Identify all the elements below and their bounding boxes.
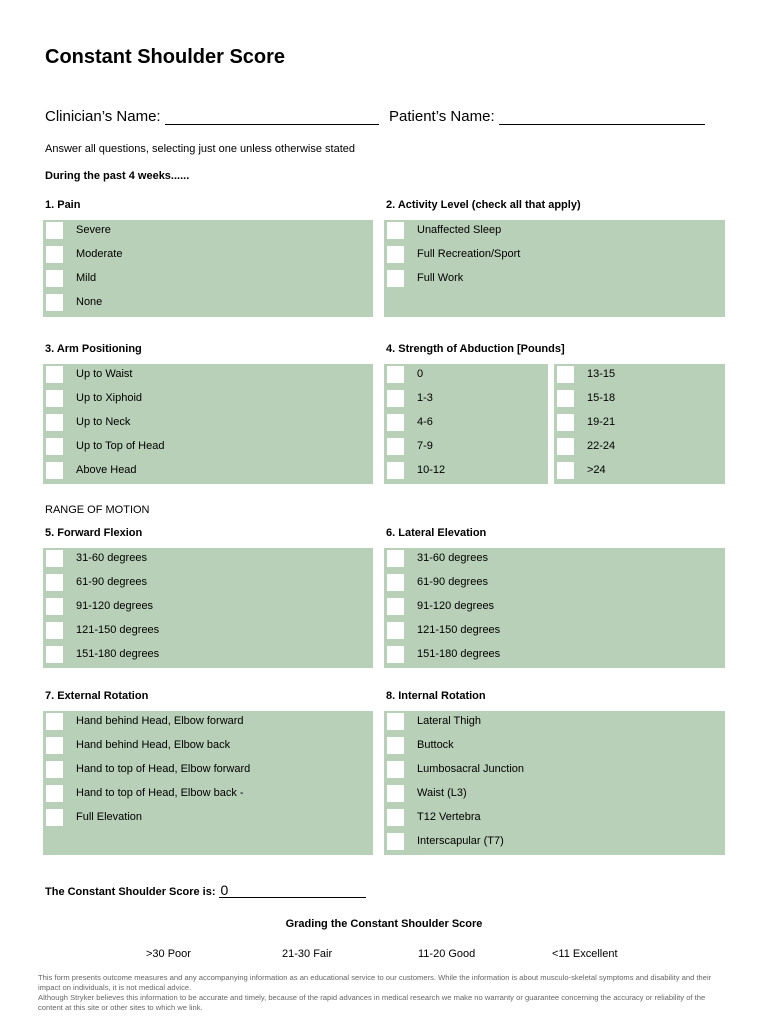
q6-checkbox[interactable] [387, 646, 404, 663]
q4-option[interactable] [557, 389, 615, 407]
q4-checkbox[interactable] [387, 438, 404, 455]
q4-checkbox[interactable] [557, 438, 574, 455]
form-title: Constant Shoulder Score [45, 46, 286, 68]
q2-checkbox[interactable] [387, 270, 404, 287]
q8-checkbox[interactable] [387, 761, 404, 778]
q4-checkbox[interactable] [557, 366, 574, 383]
q1-option-label: Mild [76, 272, 97, 284]
q4-checkbox[interactable] [387, 462, 404, 479]
grade-poor: >30 Poor [146, 948, 191, 960]
q4-option-label: 1-3 [417, 392, 433, 404]
q7-option[interactable] [46, 760, 250, 778]
q4-option[interactable] [557, 413, 615, 431]
q6-option[interactable] [387, 597, 494, 615]
q6-option-label: 91-120 degrees [417, 600, 495, 612]
grade-fair: 21-30 Fair [282, 948, 333, 960]
q4-option[interactable] [557, 461, 606, 479]
disclaimer-line-2: Although Stryker believes this information to be accurate and timely, because of the rapid advances in medical research we make no warranty or guarantee concerning the accuracy or reliability of the content at this site or other sites to which we link. [38, 993, 706, 1012]
q4-option-label: 10-12 [417, 464, 446, 476]
q8-option[interactable] [387, 784, 467, 802]
q5-option-label: 31-60 degrees [76, 552, 147, 564]
q3-checkbox[interactable] [46, 390, 63, 407]
q5-option-label: 91-120 degrees [76, 600, 154, 612]
q8-checkbox[interactable] [387, 737, 404, 754]
q7-title: 7. External Rotation [45, 690, 149, 702]
q4-right-panel [554, 364, 725, 484]
q2-panel [384, 220, 725, 317]
q8-panel [384, 711, 725, 855]
q3-checkbox[interactable] [46, 414, 63, 431]
q4-option[interactable] [387, 389, 433, 407]
q3-option-label: Up to Waist [76, 368, 133, 380]
grade-excellent: <11 Excellent [552, 948, 618, 960]
q1-option-label: Severe [76, 224, 111, 236]
q8-checkbox[interactable] [387, 785, 404, 802]
range-of-motion-heading: RANGE OF MOTION [45, 504, 150, 516]
q5-option[interactable] [46, 597, 153, 615]
q4-option[interactable] [387, 461, 445, 479]
q8-option-label: Interscapular (T7) [417, 835, 504, 847]
q8-option[interactable] [387, 832, 504, 850]
q1-checkbox[interactable] [46, 270, 63, 287]
q3-option[interactable] [46, 437, 164, 455]
q3-option-label: Up to Neck [76, 416, 131, 428]
q3-option-label: Above Head [76, 464, 137, 476]
q5-panel [43, 548, 373, 668]
q3-option[interactable] [46, 413, 130, 431]
q1-option-label: None [76, 296, 103, 308]
q8-option-label: Waist (L3) [417, 787, 467, 799]
q6-checkbox[interactable] [387, 598, 404, 615]
q1-checkbox[interactable] [46, 246, 63, 263]
q8-checkbox[interactable] [387, 713, 404, 730]
patient-name-label: Patient’s Name: [389, 108, 495, 125]
q1-checkbox[interactable] [46, 294, 63, 311]
q2-checkbox[interactable] [387, 246, 404, 263]
q1-option[interactable] [46, 221, 111, 239]
q5-option-label: 61-90 degrees [76, 576, 147, 588]
q4-option[interactable] [557, 365, 615, 383]
q7-checkbox[interactable] [46, 809, 63, 826]
q1-title: 1. Pain [45, 199, 81, 211]
q5-checkbox[interactable] [46, 574, 63, 591]
q8-option[interactable] [387, 736, 454, 754]
q8-option-label: Lumbosacral Junction [417, 763, 525, 775]
q4-option-label: >24 [587, 464, 606, 476]
q4-option-label: 0 [417, 368, 424, 380]
q3-checkbox[interactable] [46, 366, 63, 383]
q6-option[interactable] [387, 645, 500, 663]
q2-option[interactable] [387, 269, 463, 287]
q8-option-label: Lateral Thigh [417, 715, 482, 727]
q3-option[interactable] [46, 365, 132, 383]
q1-option-label: Moderate [76, 248, 123, 260]
q4-option-label: 22-24 [587, 440, 616, 452]
q4-option-label: 13-15 [587, 368, 616, 380]
q7-checkbox[interactable] [46, 785, 63, 802]
q4-option-label: 7-9 [417, 440, 433, 452]
grade-good: 11-20 Good [418, 948, 476, 960]
q2-option[interactable] [387, 221, 501, 239]
q4-checkbox[interactable] [387, 414, 404, 431]
q7-option[interactable] [46, 808, 142, 826]
q6-option[interactable] [387, 573, 488, 591]
q4-option[interactable] [387, 437, 433, 455]
clinician-name-field[interactable] [165, 110, 379, 125]
q5-option[interactable] [46, 621, 159, 639]
q1-checkbox[interactable] [46, 222, 63, 239]
q4-title: 4. Strength of Abduction [Pounds] [386, 343, 565, 355]
patient-name-row [389, 108, 705, 125]
q7-option-label: Hand behind Head, Elbow back [76, 739, 231, 751]
q7-checkbox[interactable] [46, 761, 63, 778]
q2-checkbox[interactable] [387, 222, 404, 239]
q2-option[interactable] [387, 245, 520, 263]
q6-checkbox[interactable] [387, 622, 404, 639]
q8-option[interactable] [387, 808, 481, 826]
score-label: The Constant Shoulder Score is: [45, 886, 216, 898]
q4-option[interactable] [387, 365, 423, 383]
q2-option-label: Full Recreation/Sport [417, 248, 521, 260]
q5-option[interactable] [46, 573, 147, 591]
q5-option-label: 121-150 degrees [76, 624, 160, 636]
q6-option[interactable] [387, 549, 488, 567]
q7-option-label: Hand to top of Head, Elbow back - [76, 787, 244, 799]
q1-option[interactable] [46, 293, 102, 311]
q3-title: 3. Arm Positioning [45, 343, 142, 355]
q5-checkbox[interactable] [46, 646, 63, 663]
q7-option-label: Full Elevation [76, 811, 143, 823]
q5-option[interactable] [46, 549, 147, 567]
q8-option-label: T12 Vertebra [417, 811, 481, 823]
q4-checkbox[interactable] [557, 414, 574, 431]
q3-checkbox[interactable] [46, 462, 63, 479]
score-value-field[interactable]: 0 [219, 883, 366, 898]
q7-option[interactable] [46, 712, 244, 730]
q4-checkbox[interactable] [557, 462, 574, 479]
q7-option[interactable] [46, 784, 244, 802]
q6-title: 6. Lateral Elevation [386, 527, 487, 539]
disclaimer-line-1: This form presents outcome measures and any accompanying information as an educational service to our customers. While the information is about musculo-skeletal symptoms and disability and their impact on individuals, it is not medical advice. [38, 973, 712, 992]
patient-name-field[interactable] [499, 110, 705, 125]
q4-checkbox[interactable] [387, 390, 404, 407]
q4-left-panel [384, 364, 548, 484]
q1-panel [43, 220, 373, 317]
q7-option-label: Hand behind Head, Elbow forward [76, 715, 244, 727]
q4-option-label: 19-21 [587, 416, 616, 428]
q7-panel [43, 711, 373, 855]
q5-checkbox[interactable] [46, 598, 63, 615]
clinician-name-row [45, 108, 379, 125]
q8-option-label: Buttock [417, 739, 454, 751]
q3-option-label: Up to Top of Head [76, 440, 165, 452]
q6-option-label: 151-180 degrees [417, 648, 501, 660]
q4-checkbox[interactable] [557, 390, 574, 407]
q7-checkbox[interactable] [46, 713, 63, 730]
q8-option[interactable] [387, 712, 481, 730]
q8-checkbox[interactable] [387, 833, 404, 850]
q2-title: 2. Activity Level (check all that apply) [386, 199, 581, 211]
q6-option-label: 31-60 degrees [417, 552, 488, 564]
q6-checkbox[interactable] [387, 574, 404, 591]
q4-option-label: 15-18 [587, 392, 616, 404]
q7-option-label: Hand to top of Head, Elbow forward [76, 763, 251, 775]
q5-title: 5. Forward Flexion [45, 527, 143, 539]
q6-option-label: 61-90 degrees [417, 576, 488, 588]
q3-option-label: Up to Xiphoid [76, 392, 143, 404]
q1-option[interactable] [46, 245, 122, 263]
q4-checkbox[interactable] [387, 366, 404, 383]
q5-option-label: 151-180 degrees [76, 648, 160, 660]
q3-checkbox[interactable] [46, 438, 63, 455]
q5-option[interactable] [46, 645, 159, 663]
q4-option[interactable] [557, 437, 615, 455]
q4-option-label: 4-6 [417, 416, 433, 428]
q6-option[interactable] [387, 621, 500, 639]
q5-checkbox[interactable] [46, 550, 63, 567]
q5-checkbox[interactable] [46, 622, 63, 639]
q6-option-label: 121-150 degrees [417, 624, 501, 636]
q7-checkbox[interactable] [46, 737, 63, 754]
q6-checkbox[interactable] [387, 550, 404, 567]
q7-option[interactable] [46, 736, 230, 754]
q8-checkbox[interactable] [387, 809, 404, 826]
q1-option[interactable] [46, 269, 96, 287]
q3-panel [43, 364, 373, 484]
q3-option[interactable] [46, 389, 142, 407]
q4-option[interactable] [387, 413, 433, 431]
q8-option[interactable] [387, 760, 524, 778]
instructions-text: Answer all questions, selecting just one unless otherwise stated [45, 143, 356, 155]
score-row [45, 883, 366, 898]
period-text: During the past 4 weeks...... [45, 170, 190, 182]
q3-option[interactable] [46, 461, 137, 479]
q8-title: 8. Internal Rotation [386, 690, 486, 702]
q2-option-label: Unaffected Sleep [417, 224, 502, 236]
q2-option-label: Full Work [417, 272, 464, 284]
disclaimer [38, 973, 728, 1013]
q6-panel [384, 548, 725, 668]
clinician-name-label: Clinician’s Name: [45, 108, 161, 125]
grading-title: Grading the Constant Shoulder Score [285, 918, 483, 930]
